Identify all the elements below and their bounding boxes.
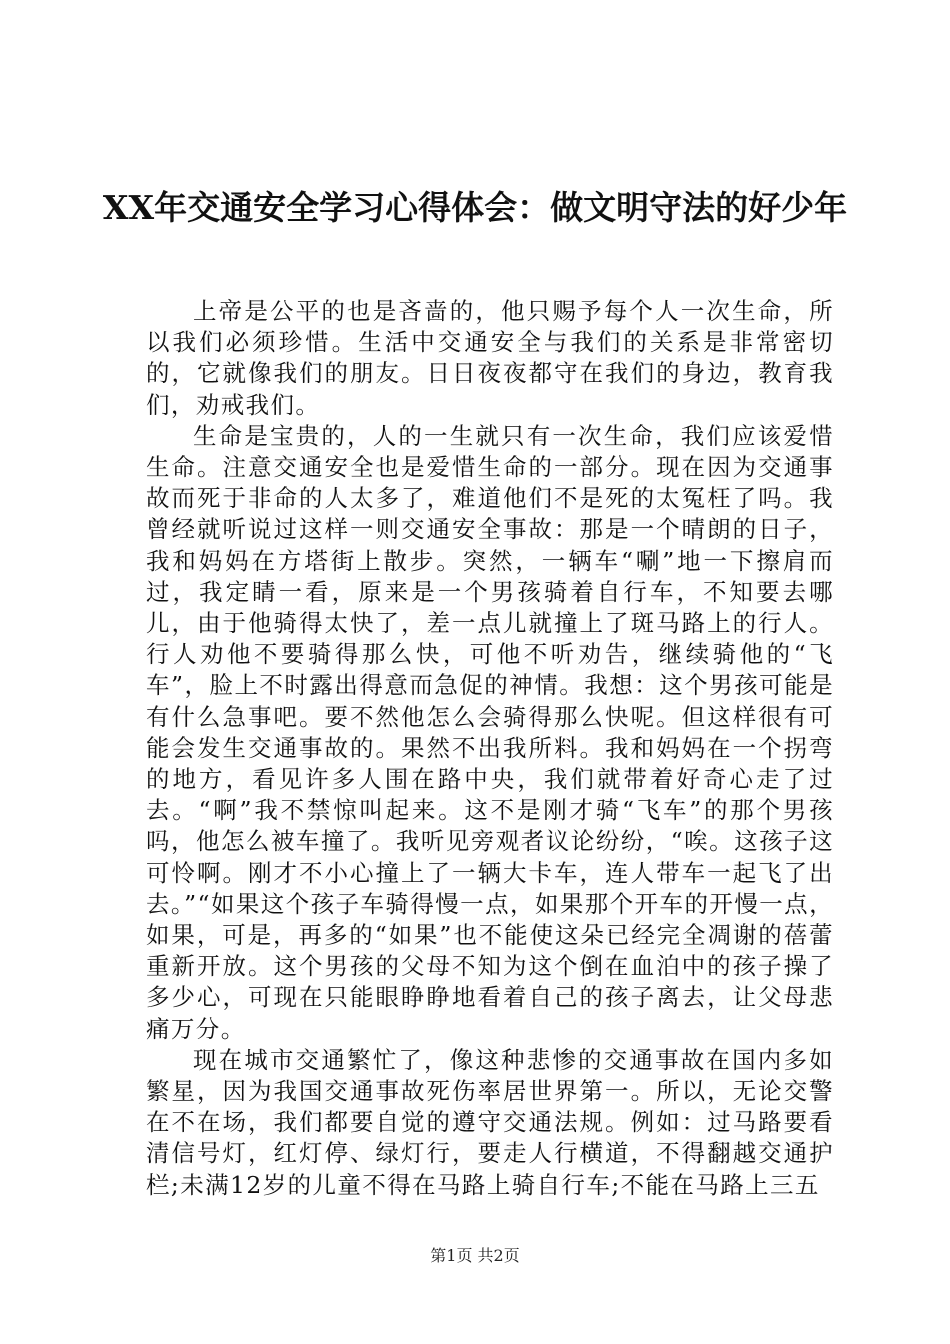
paragraph: 上帝是公平的也是吝啬的，他只赐予每个人一次生命，所以我们必须珍惜。生活中交通安全与我们的关系是非常密切的，它就像我们的朋友。日日夜夜都守在我们的身边，教育我们，劝戒我们。 (146, 297, 834, 419)
paragraph: 生命是宝贵的，人的一生就只有一次生命，我们应该爱惜生命。注意交通安全也是爱惜生命的一部分。现在因为交通事故而死于非命的人太多了，难道他们不是死的太冤枉了吗。我曾经就听说过这样一则交通安全事故：那是一个晴朗的日子，我和妈妈在方塔街上散步。突然，一辆车“唰”地一下擦肩而过，我定睛一看，原来是一个男孩骑着自行车，不知要去哪儿，由于他骑得太快了，差一点儿就撞上了斑马路上的行人。行人劝他不要骑得那么快，可他不听劝告，继续骑他的“飞车”，脸上不时露出得意而急促的神情。我想：这个男孩可能是有什么急事吧。要不然他怎么会骑得那么快呢。但这样很有可能会发生交通事故的。果然不出我所料。我和妈妈在一个拐弯的地方，看见许多人围在路中央，我们就带着好奇心走了过去。“啊”我不禁惊叫起来。这不是刚才骑“飞车”的那个男孩吗，他怎么被车撞了。我听见旁观者议论纷纷，“唉。这孩子这可怜啊。刚才不小心撞上了一辆大卡车，连人带车一起飞了出去。”“如果这个孩子车骑得慢一点，如果那个开车的开慢一点，如果，可是，再多的“如果”也不能使这朵已经完全凋谢的蓓蕾重新开放。这个男孩的父母不知为这个倒在血泊中的孩子操了多少心，可现在只能眼睁睁地看着自己的孩子离去，让父母悲痛万分。 (146, 421, 834, 1043)
paragraph: 现在城市交通繁忙了，像这种悲惨的交通事故在国内多如繁星，因为我国交通事故死伤率居世界第一。所以，无论交警在不在场，我们都要自觉的遵守交通法规。例如：过马路要看清信号灯，红灯停、绿灯行，要走人行横道，不得翻越交通护栏;未满12岁的儿童不得在马路上骑自行车;不能在马路上三五 (146, 1045, 834, 1199)
page-footer: 第1页 共2页 (430, 1246, 520, 1265)
document-body (146, 296, 834, 1201)
document-title: XX年交通安全学习心得体会：做文明守法的好少年 (102, 188, 848, 227)
